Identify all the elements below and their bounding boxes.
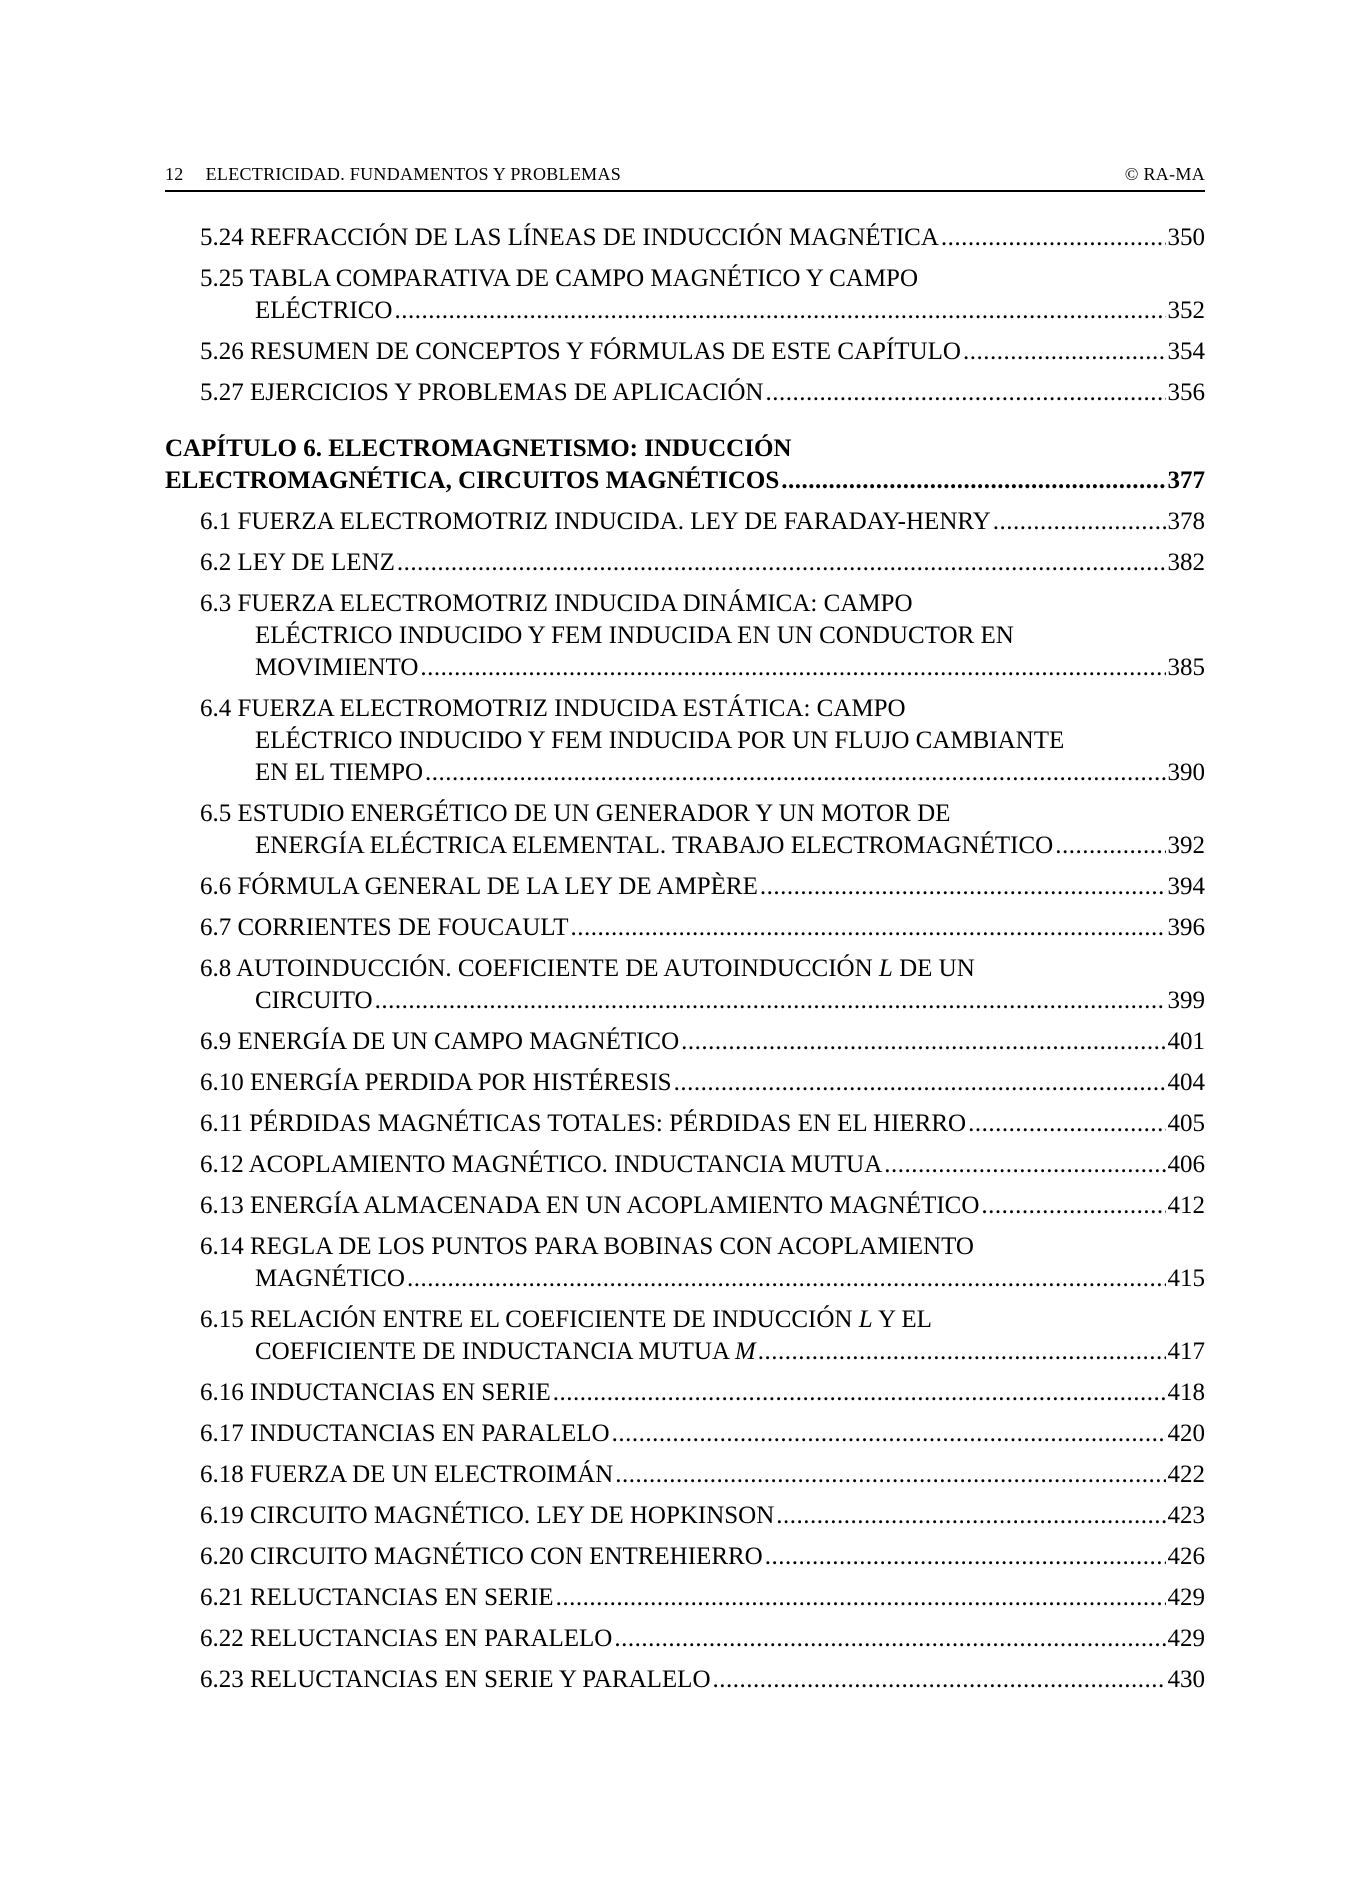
toc-entry-continuation [255, 295, 393, 327]
toc-entry-continuation [255, 1263, 405, 1295]
toc-entry-text: 5.25 TABLA COMPARATIVA DE CAMPO MAGNÉTICO Y CAMPO [200, 265, 919, 292]
toc-entry-symbol: L [878, 955, 893, 982]
document-page [165, 162, 1205, 1693]
toc-entry[interactable] [165, 1190, 1205, 1222]
toc-entry-text: CIRCUITO [255, 987, 373, 1014]
toc-entry[interactable] [165, 798, 1205, 862]
toc-entry-text: 6.3 FUERZA ELECTROMOTRIZ INDUCIDA DINÁMICA: CAMPO [200, 590, 913, 617]
toc-entry-continuation [165, 465, 779, 497]
toc-entry-title [200, 1664, 711, 1696]
toc-entry-line [200, 757, 1205, 789]
toc-entry[interactable] [165, 1582, 1205, 1614]
toc-entry-title [200, 1108, 966, 1140]
toc-entry-text: MAGNÉTICO [255, 1265, 405, 1292]
toc-page-number: 412 [1167, 1192, 1205, 1219]
dot-leader [765, 1541, 1166, 1573]
toc-entry-continuation: ELÉCTRICO INDUCIDO Y FEM INDUCIDA POR UN FLUJO CAMBIANTE [255, 727, 1065, 754]
toc-entry-text: 5.27 EJERCICIOS Y PROBLEMAS DE APLICACIÓN [200, 379, 764, 406]
toc-entry-line [200, 1336, 1205, 1368]
dot-leader [612, 1418, 1166, 1450]
toc-entry-line [200, 336, 1205, 368]
toc-entry[interactable] [165, 547, 1205, 579]
toc-page-number: 415 [1167, 1265, 1205, 1292]
toc-page-number: 392 [1167, 832, 1205, 859]
toc-page-number: 394 [1167, 873, 1205, 900]
dot-leader [614, 1623, 1165, 1655]
dot-leader [425, 757, 1165, 789]
toc-entry-title [200, 547, 395, 579]
dot-leader [713, 1664, 1166, 1696]
toc-entry[interactable] [165, 222, 1205, 254]
toc-entry[interactable] [165, 1067, 1205, 1099]
toc-entry[interactable] [165, 263, 1205, 327]
toc-entry-title [200, 953, 1205, 985]
toc-entry-text: 6.8 AUTOINDUCCIÓN. COEFICIENTE DE AUTOINDUCCIÓN [200, 955, 873, 982]
toc-entry-symbol: L [858, 1306, 873, 1333]
toc-entry-text: CAPÍTULO 6. ELECTROMAGNETISMO: INDUCCIÓN [165, 435, 792, 462]
dot-leader [884, 1149, 1165, 1181]
toc-page-number: 354 [1167, 338, 1205, 365]
toc-entry-title [200, 1500, 774, 1532]
toc-entry-line [200, 1418, 1205, 1450]
toc-entry-title [200, 1231, 1205, 1263]
toc-entry-line [200, 1067, 1205, 1099]
toc-entry-text: ENERGÍA ELÉCTRICA ELEMENTAL. TRABAJO ELECTROMAGNÉTICO [255, 832, 1054, 859]
toc-entry-line [200, 1500, 1205, 1532]
toc-entry-line [200, 1108, 1205, 1140]
toc-entry-line [200, 830, 1205, 862]
toc-page-number: 420 [1167, 1420, 1205, 1447]
dot-leader [674, 1067, 1166, 1099]
toc-page-number: 390 [1167, 759, 1205, 786]
toc-page-number: 423 [1167, 1502, 1205, 1529]
dot-leader [781, 465, 1165, 497]
toc-entry-line [200, 295, 1205, 327]
toc-entry-text: 6.4 FUERZA ELECTROMOTRIZ INDUCIDA ESTÁTICA: CAMPO [200, 695, 906, 722]
toc-entry-line [200, 1541, 1205, 1573]
toc-entry-line [200, 871, 1205, 903]
toc-entry-text: 6.18 FUERZA DE UN ELECTROIMÁN [200, 1461, 614, 1488]
dot-leader [397, 547, 1166, 579]
toc-page-number: 396 [1167, 914, 1205, 941]
toc-entry[interactable] [165, 1231, 1205, 1295]
toc-entry-text: 5.26 RESUMEN DE CONCEPTOS Y FÓRMULAS DE ESTE CAPÍTULO [200, 338, 961, 365]
toc-page-number: 399 [1167, 987, 1205, 1014]
toc-entry-title [200, 1190, 979, 1222]
dot-leader [407, 1263, 1166, 1295]
toc-entry-title [200, 1149, 882, 1181]
toc-entry-title [200, 1459, 613, 1491]
toc-entry-text: 6.10 ENERGÍA PERDIDA POR HISTÉRESIS [200, 1069, 672, 1096]
toc-entry-text: DE UN [892, 955, 975, 982]
toc-page-number: 356 [1167, 379, 1205, 406]
toc-entry-text: 6.1 FUERZA ELECTROMOTRIZ INDUCIDA. LEY DE FARADAY-HENRY [200, 508, 991, 535]
toc-entry-line [200, 1190, 1205, 1222]
toc-entry-title [200, 506, 991, 538]
toc-page-number: 377 [1167, 467, 1205, 494]
toc-page-number: 426 [1167, 1543, 1205, 1570]
toc-entry-title [200, 1541, 763, 1573]
toc-entry-title [200, 1377, 551, 1409]
toc-entry-continuation [255, 1336, 756, 1368]
dot-leader [553, 1377, 1166, 1409]
running-header [165, 162, 1205, 192]
toc-entry[interactable] [165, 377, 1205, 409]
toc-entry-text: 6.13 ENERGÍA ALMACENADA EN UN ACOPLAMIENTO MAGNÉTICO [200, 1192, 980, 1219]
table-of-contents [165, 222, 1205, 1705]
toc-entry[interactable] [165, 1541, 1205, 1573]
toc-entry[interactable] [165, 1664, 1205, 1696]
dot-leader [993, 506, 1166, 538]
dot-leader [1055, 830, 1165, 862]
toc-entry-text: 6.6 FÓRMULA GENERAL DE LA LEY DE AMPÈRE [200, 873, 758, 900]
dot-leader [963, 336, 1166, 368]
toc-entry-text: 6.21 RELUCTANCIAS EN SERIE [200, 1584, 554, 1611]
toc-entry-line [200, 222, 1205, 254]
toc-entry[interactable] [165, 1026, 1205, 1058]
dot-leader [941, 222, 1166, 254]
toc-entry-line [200, 1664, 1205, 1696]
toc-entry-text: Y EL [872, 1306, 932, 1333]
toc-entry-title [200, 1304, 1205, 1336]
toc-entry-title [200, 871, 758, 903]
dot-leader [375, 985, 1166, 1017]
dot-leader [760, 871, 1166, 903]
header-left [165, 164, 621, 185]
toc-entry-title [200, 1582, 554, 1614]
dot-leader [395, 295, 1166, 327]
toc-entry-line [200, 1582, 1205, 1614]
toc-entry[interactable] [165, 871, 1205, 903]
toc-entry-title [200, 377, 763, 409]
toc-entry-title [200, 1623, 612, 1655]
toc-entry-line [200, 1149, 1205, 1181]
toc-page-number: 404 [1167, 1069, 1205, 1096]
toc-entry[interactable] [165, 588, 1205, 684]
toc-entry-text: ELECTROMAGNÉTICA, CIRCUITOS MAGNÉTICOS [165, 467, 780, 494]
dot-leader [615, 1459, 1165, 1491]
toc-entry-text: 6.14 REGLA DE LOS PUNTOS PARA BOBINAS CON ACOPLAMIENTO [200, 1233, 974, 1260]
toc-page-number: 382 [1167, 549, 1205, 576]
toc-entry-line [200, 1026, 1205, 1058]
toc-page-number: 352 [1167, 297, 1205, 324]
toc-entry-symbol: M [734, 1338, 756, 1365]
toc-entry[interactable] [165, 953, 1205, 1017]
toc-entry-text: 6.11 PÉRDIDAS MAGNÉTICAS TOTALES: PÉRDIDAS EN EL HIERRO [200, 1110, 967, 1137]
toc-entry-title [165, 433, 1205, 465]
toc-page-number: 429 [1167, 1625, 1205, 1652]
toc-entry-title [200, 336, 961, 368]
toc-entry-line [200, 1459, 1205, 1491]
toc-page-number: 401 [1167, 1028, 1205, 1055]
dot-leader [981, 1190, 1165, 1222]
toc-entry-text: 6.16 INDUCTANCIAS EN SERIE [200, 1379, 551, 1406]
toc-entry-title [200, 798, 1205, 830]
toc-entry[interactable] [165, 912, 1205, 944]
toc-entry[interactable] [165, 336, 1205, 368]
toc-entry-text: ELÉCTRICO [255, 297, 393, 324]
toc-page-number: 385 [1167, 654, 1205, 681]
toc-page-number: 405 [1167, 1110, 1205, 1137]
toc-entry-continuation [255, 985, 373, 1017]
toc-entry[interactable] [165, 1377, 1205, 1409]
toc-entry-title [200, 588, 1205, 620]
toc-entry[interactable] [165, 1459, 1205, 1491]
toc-entry-title [200, 1067, 672, 1099]
dot-leader [758, 1336, 1166, 1368]
dot-leader [556, 1582, 1166, 1614]
toc-entry-line [200, 377, 1205, 409]
toc-entry-text: COEFICIENTE DE INDUCTANCIA MUTUA [255, 1338, 729, 1365]
toc-entry-text: 6.22 RELUCTANCIAS EN PARALELO [200, 1625, 613, 1652]
toc-entry-line [200, 547, 1205, 579]
toc-page-number: 378 [1167, 508, 1205, 535]
toc-entry[interactable] [165, 693, 1205, 789]
toc-entry[interactable] [165, 1418, 1205, 1450]
toc-entry-title [200, 1418, 610, 1450]
toc-entry-text: 6.5 ESTUDIO ENERGÉTICO DE UN GENERADOR Y UN MOTOR DE [200, 800, 951, 827]
toc-entry-text: 6.17 INDUCTANCIAS EN PARALELO [200, 1420, 610, 1447]
toc-entry-line [200, 1377, 1205, 1409]
toc-entry-continuation [255, 652, 418, 684]
toc-entry-text: 6.7 CORRIENTES DE FOUCAULT [200, 914, 569, 941]
toc-entry-text: 6.15 RELACIÓN ENTRE EL COEFICIENTE DE INDUCCIÓN [200, 1306, 853, 1333]
dot-leader [776, 1500, 1165, 1532]
toc-entry-text: EN EL TIEMPO [255, 759, 424, 786]
toc-entry-text: 6.19 CIRCUITO MAGNÉTICO. LEY DE HOPKINSON [200, 1502, 775, 1529]
toc-entry-title [200, 222, 939, 254]
dot-leader [968, 1108, 1165, 1140]
toc-chapter-entry[interactable] [165, 433, 1205, 497]
toc-entry-continuation: ELÉCTRICO INDUCIDO Y FEM INDUCIDA EN UN CONDUCTOR EN [255, 622, 1014, 649]
toc-entry[interactable] [165, 1304, 1205, 1368]
toc-entry[interactable] [165, 1500, 1205, 1532]
toc-entry[interactable] [165, 1108, 1205, 1140]
toc-entry-title [200, 1026, 679, 1058]
toc-entry[interactable] [165, 1623, 1205, 1655]
toc-page-number: 429 [1167, 1584, 1205, 1611]
toc-entry-text: MOVIMIENTO [255, 654, 419, 681]
dot-leader [681, 1026, 1165, 1058]
toc-entry-line [200, 912, 1205, 944]
toc-entry-line [165, 465, 1205, 497]
dot-leader [420, 652, 1165, 684]
toc-entry-continuation [255, 757, 423, 789]
toc-entry-title [200, 693, 1205, 725]
toc-entry-title [200, 912, 569, 944]
toc-entry-line [200, 652, 1205, 684]
toc-entry-text: 6.20 CIRCUITO MAGNÉTICO CON ENTREHIERRO [200, 1543, 763, 1570]
toc-page-number: 422 [1167, 1461, 1205, 1488]
toc-entry-text: 6.2 LEY DE LENZ [200, 549, 395, 576]
toc-entry[interactable] [165, 506, 1205, 538]
page-number: 12 [165, 164, 184, 184]
toc-entry-text: 6.9 ENERGÍA DE UN CAMPO MAGNÉTICO [200, 1028, 680, 1055]
toc-page-number: 350 [1167, 224, 1205, 251]
toc-page-number: 406 [1167, 1151, 1205, 1178]
publisher-mark: © RA-MA [1124, 164, 1205, 184]
header-rule [165, 190, 1205, 192]
toc-entry-line [200, 1263, 1205, 1295]
toc-entry-text: 5.24 REFRACCIÓN DE LAS LÍNEAS DE INDUCCIÓN MAGNÉTICA [200, 224, 939, 251]
toc-entry-line [200, 985, 1205, 1017]
toc-entry-text: 6.23 RELUCTANCIAS EN SERIE Y PARALELO [200, 1666, 711, 1693]
toc-page-number: 417 [1167, 1338, 1205, 1365]
toc-entry-title [200, 263, 1205, 295]
toc-entry-continuation [255, 830, 1053, 862]
dot-leader [571, 912, 1166, 944]
book-title: ELECTRICIDAD. FUNDAMENTOS Y PROBLEMAS [205, 164, 622, 184]
toc-entry-line [200, 506, 1205, 538]
toc-page-number: 418 [1167, 1379, 1205, 1406]
toc-entry-text: 6.12 ACOPLAMIENTO MAGNÉTICO. INDUCTANCIA MUTUA [200, 1151, 883, 1178]
toc-entry-line [200, 1623, 1205, 1655]
toc-page-number: 430 [1167, 1666, 1205, 1693]
dot-leader [765, 377, 1165, 409]
toc-entry[interactable] [165, 1149, 1205, 1181]
